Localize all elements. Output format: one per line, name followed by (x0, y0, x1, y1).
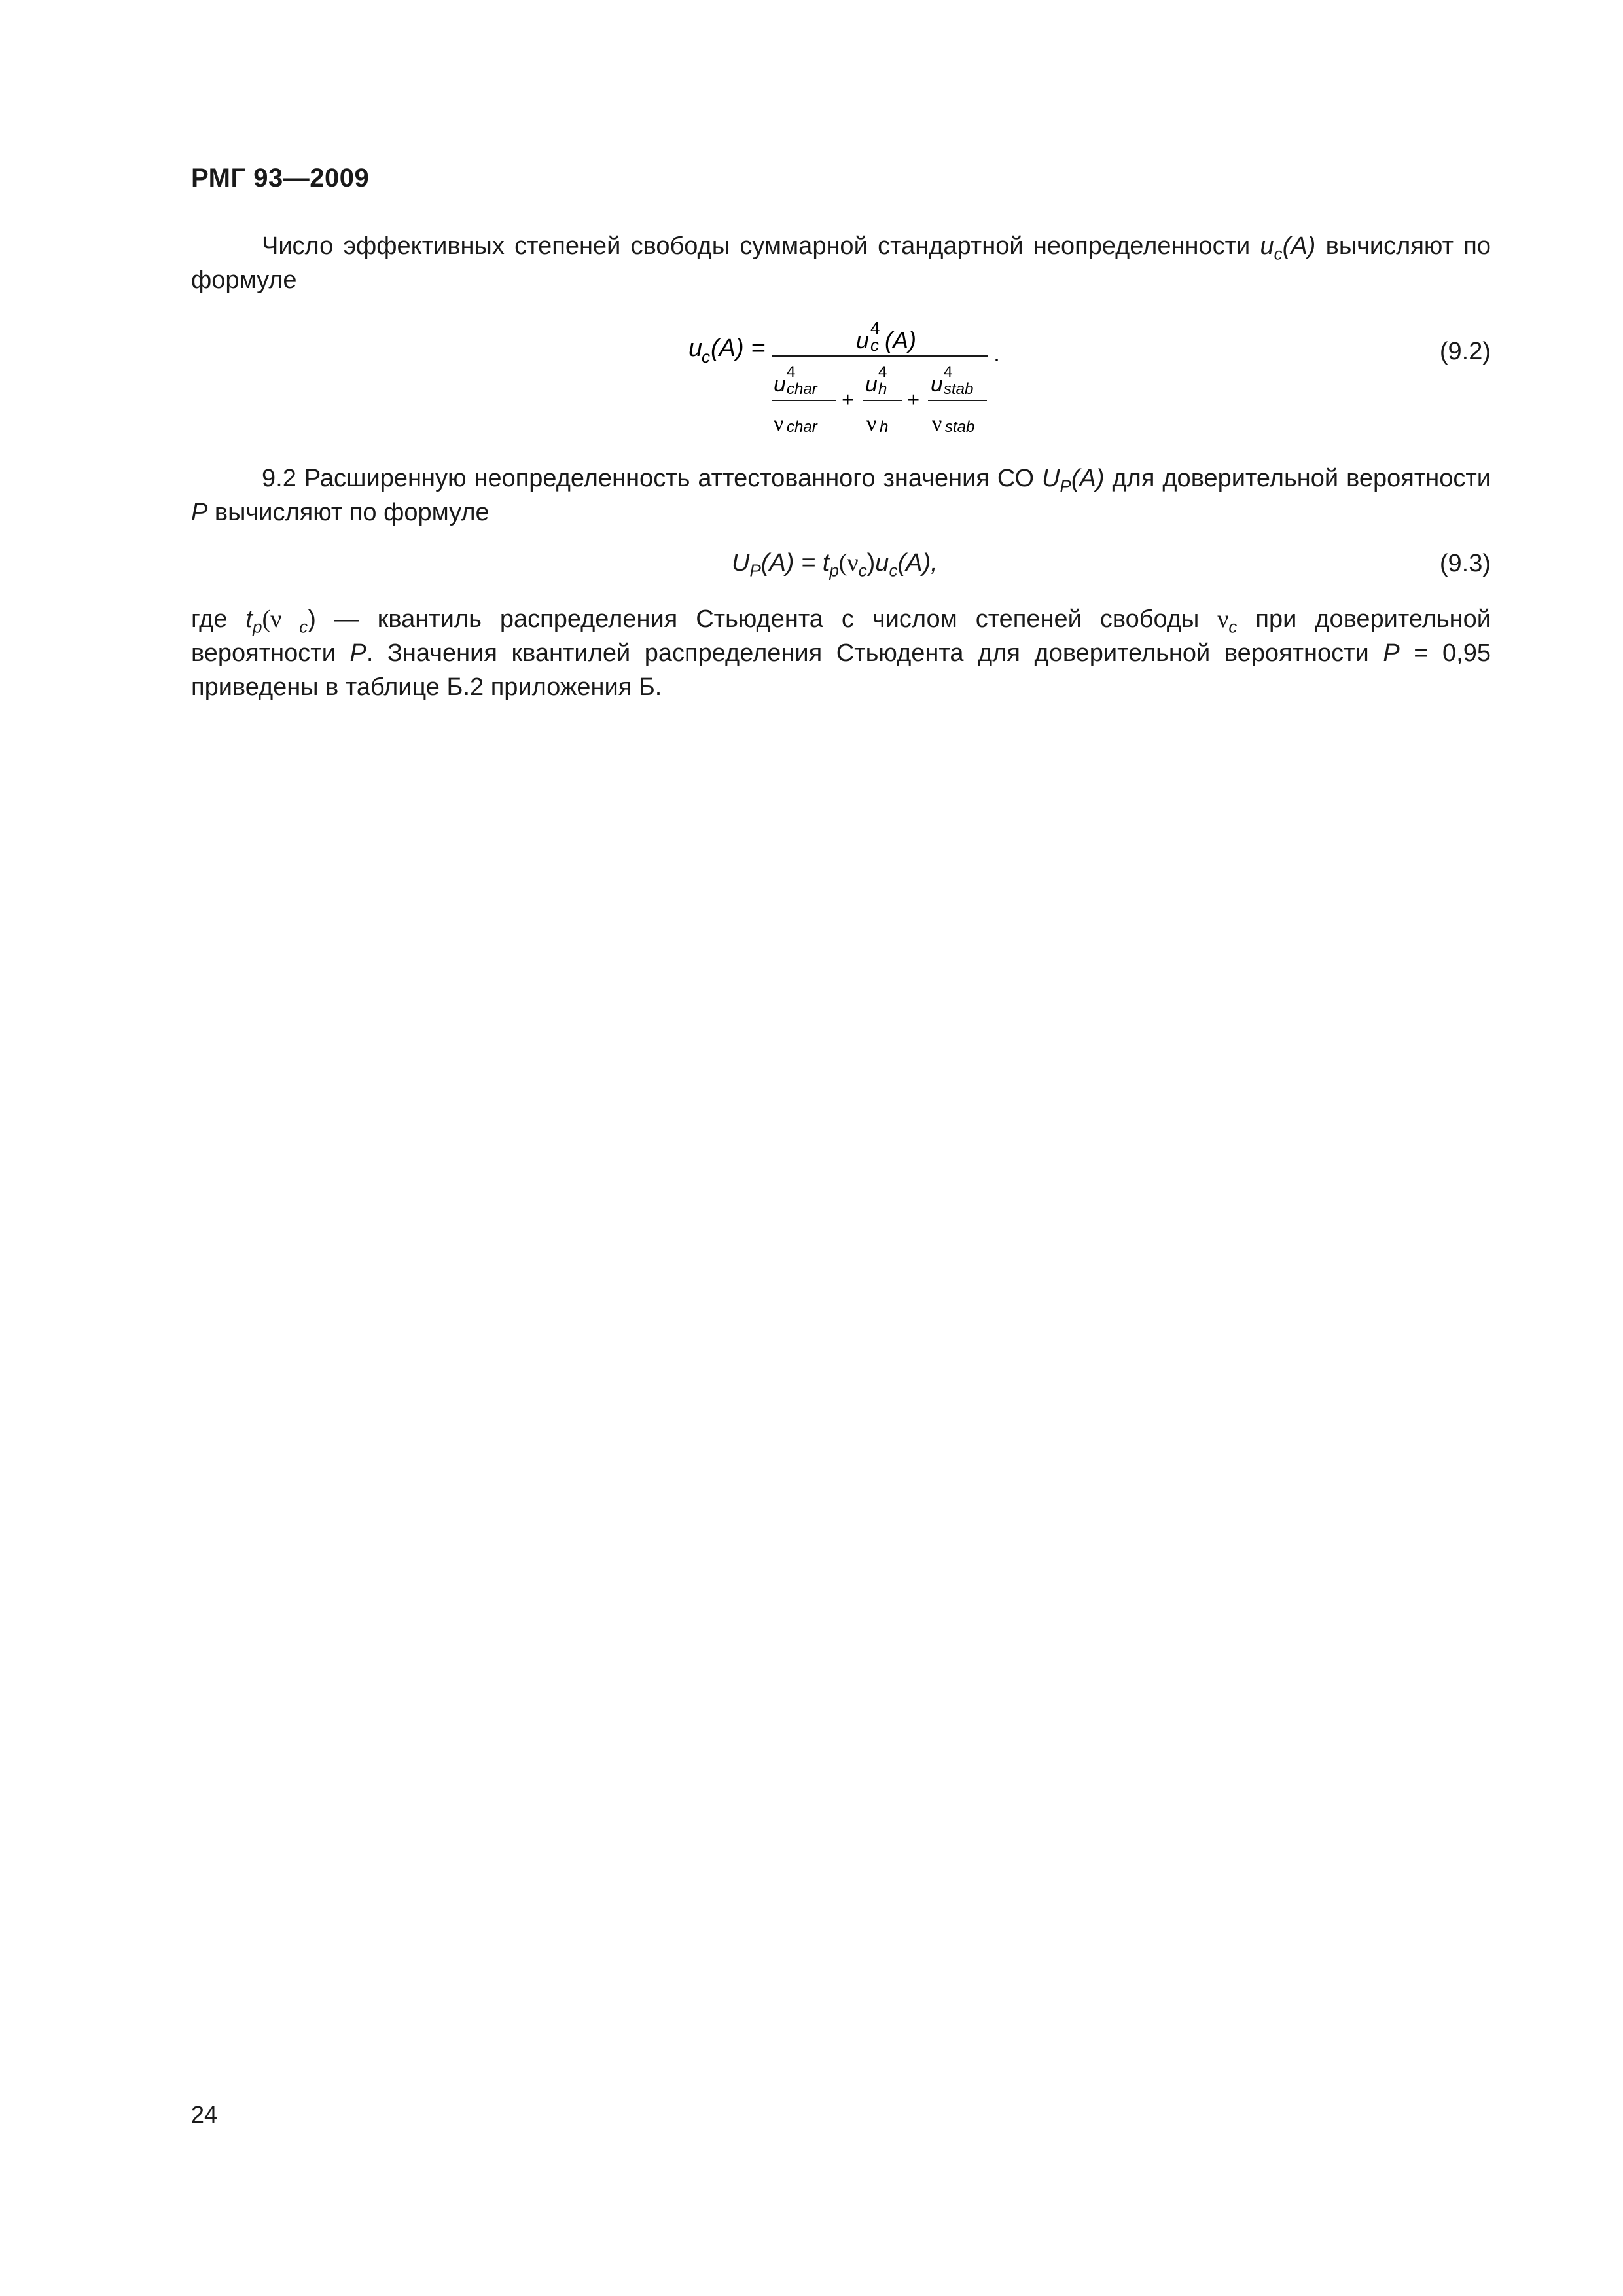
plus-1: + (842, 388, 855, 412)
symbol-c-sub: c (1274, 243, 1283, 264)
num-exp: 4 (870, 318, 880, 338)
symbol-U: U (1042, 465, 1060, 492)
page-number: 24 (191, 2101, 218, 2128)
paragraph-text: вычисляют по формуле (191, 232, 1491, 294)
t3-den-sub: stab (945, 418, 975, 436)
symbol-A: (A) (1282, 232, 1316, 260)
num-sub: c (870, 335, 879, 355)
f3-U: U (732, 549, 750, 577)
symbol-nu-sub: c (1228, 617, 1238, 637)
paragraph-text: — квантиль распределения Стьюдента с числом степеней свободы (315, 605, 1218, 633)
t3-u: u (931, 372, 943, 397)
f3-P-sub: P (749, 560, 761, 581)
t1-sub: char (787, 380, 817, 398)
f3-u: u (875, 549, 889, 577)
paragraph-text: при доверительной вероятности (191, 605, 1491, 667)
symbol-nu: (ν (262, 605, 300, 633)
f3-nu: (ν (838, 549, 859, 577)
t3-den-nu: ν (932, 412, 942, 436)
num-A: (A) (885, 327, 916, 353)
f3-t: t (822, 549, 830, 577)
paragraph-text: для доверительной вероятности (1104, 465, 1491, 492)
paragraph-text: где (191, 605, 246, 633)
paragraph-text: Число эффективных степеней свободы суммарной стандартной неопределенности (262, 232, 1260, 260)
t1-den-nu: ν (774, 412, 784, 436)
paragraph-text: = 0,95 приведены в таблице Б.2 приложения Б. (191, 639, 1491, 701)
formula-9-2 (688, 319, 1016, 450)
paragraph-effective-dof (191, 229, 1491, 297)
symbol-paren: ) (308, 605, 316, 633)
f3-paren: ) (866, 549, 876, 577)
t1-den-sub: char (787, 418, 817, 436)
lhs-u: u (688, 334, 703, 362)
f3-A1: (A) = (760, 549, 823, 577)
symbol-A: (A) (1071, 465, 1105, 492)
t2-sub: h (878, 380, 887, 398)
t1-u: u (774, 372, 786, 397)
f3-nu-c-sub: c (858, 560, 867, 581)
paragraph-text: вычисляют по формуле (207, 499, 490, 526)
document-header: РМГ 93—2009 (191, 164, 370, 192)
trailing-dot: . (993, 340, 1001, 367)
t2-exp: 4 (878, 363, 887, 381)
paragraph-text: . Значения квантилей распределения Стьюдента для доверительной вероятности (366, 639, 1383, 667)
plus-2: + (907, 388, 920, 412)
symbol-nu: ν (1217, 605, 1229, 633)
t2-den-sub: h (880, 418, 889, 436)
symbol-P: P (1383, 639, 1400, 667)
paragraph-text: 9.2 Расширенную неопределенность аттестованного значения СО (262, 465, 1043, 492)
symbol-P-sub: P (1060, 476, 1071, 496)
formula-9-3 (732, 548, 938, 581)
t2-den-nu: ν (866, 412, 877, 436)
formula-9-2-svg (688, 319, 1016, 450)
symbol-p-sub: p (252, 617, 262, 637)
symbol-t: t (245, 605, 253, 633)
paragraph-where (191, 602, 1491, 704)
lhs-A: (A) = (711, 334, 766, 362)
symbol-nu-c-sub: c (299, 617, 308, 637)
t2-u: u (865, 372, 878, 397)
t1-exp: 4 (787, 363, 796, 381)
symbol-u: u (1260, 232, 1274, 260)
f3-A2: (A), (897, 549, 938, 577)
f3-p-sub: p (829, 560, 839, 581)
equation-number-9-2: (9.2) (1439, 338, 1491, 365)
equation-number-9-3: (9.3) (1439, 550, 1491, 577)
paragraph-9-2 (191, 461, 1491, 529)
f3-c-sub: c (889, 560, 898, 581)
symbol-P: P (349, 639, 366, 667)
t3-sub: stab (944, 380, 974, 398)
num-u: u (856, 327, 870, 353)
symbol-P: P (191, 499, 208, 526)
t3-exp: 4 (944, 363, 953, 381)
lhs-c-sub: c (702, 347, 710, 367)
